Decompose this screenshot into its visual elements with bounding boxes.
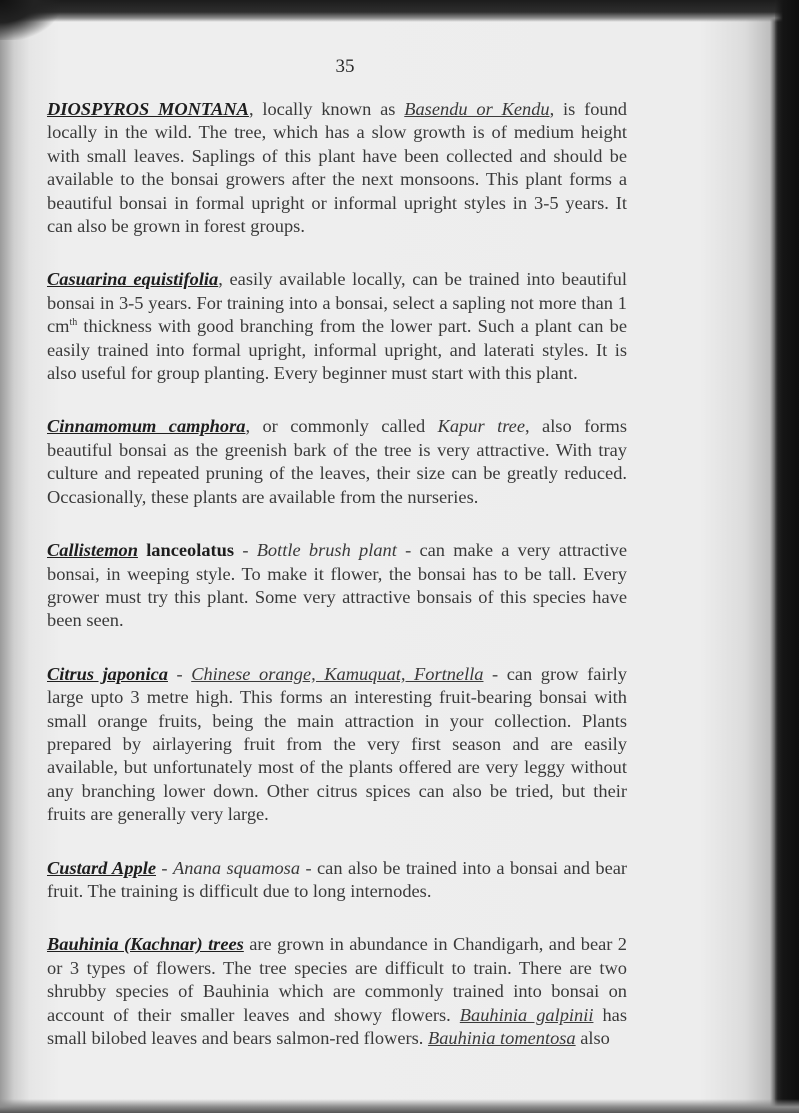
paragraph-text: -	[156, 857, 173, 878]
species-heading: Casuarina equistifolia	[47, 269, 219, 290]
paragraph-text: are grown in abundance in Chandigarh, and bear 2 or 3 types of flowers. The tree species are difficult to train. There are two shrubby species of Bauhinia which are commonly trained into bonsai on account of their smaller leaves and showy flowers.	[47, 934, 628, 1025]
paragraph-text: -	[167, 663, 192, 684]
paragraph-text: - can also be trained into a bonsai and bear fruit. The training is difficult due to long internodes.	[47, 857, 628, 901]
species-name: Bauhinia galpinii	[459, 1004, 594, 1025]
paragraph-text: , is found locally in the wild. The tree, which has a slow growth is of medium height with small leaves. Saplings of this plant have been collected and should be available to the bonsai growers after the next monsoons. This plant forms a beautiful bonsai in formal upright or informal upright styles in 3-5 years. It can also be grown in forest groups.	[47, 99, 627, 237]
page-bottom-shadow	[0, 1099, 799, 1113]
paragraph-diospyros	[47, 98, 627, 238]
species-heading: Citrus japonica	[47, 663, 168, 684]
paragraph-text: has small bilobed leaves and bears salmon-red flowers.	[47, 1004, 627, 1048]
common-name: Kapur tree	[437, 416, 525, 437]
page-corner-shadow	[0, 0, 60, 40]
species-heading: DIOSPYROS MONTANA	[47, 99, 249, 119]
species-heading: Callistemon	[47, 540, 138, 561]
common-name: Anana squamosa	[173, 857, 301, 878]
page-body	[47, 98, 627, 1080]
paragraph-text: - can make a very attractive bonsai, in weeping style. To make it flower, the bonsai has to be tall. Every grower must try this plant. Some very attractive bonsais of this species have been seen.	[47, 540, 628, 631]
paragraph-text: , also forms beautiful bonsai as the greenish bark of the tree is very attractive. With tray culture and repeated pruning of the leaves, their size can be greatly reduced. Occasionally, these plants are available from the nurseries.	[47, 416, 627, 507]
paragraph-text: -	[234, 540, 257, 561]
paragraph-text: also	[575, 1028, 610, 1048]
species-heading: Cinnamomum camphora	[47, 416, 246, 437]
paragraph-casuarina	[47, 268, 627, 385]
paragraph-cinnamomum	[47, 415, 627, 509]
species-heading-part: lanceolatus	[137, 540, 235, 561]
page-number: 35	[335, 56, 355, 77]
paragraph-text: thickness with good branching from the lower part. Such a plant can be easily trained into formal upright, informal upright, and laterati styles. It is also useful for group planting. Every beginner must start with this plant.	[47, 316, 627, 384]
paragraph-callistemon	[47, 539, 627, 633]
page-top-shadow	[0, 0, 799, 22]
common-name: Bottle brush plant	[256, 540, 397, 561]
paragraph-text: , locally known as	[248, 99, 405, 119]
book-spine-edge	[775, 0, 799, 1113]
paragraph-text: , easily available locally, can be trained into beautiful bonsai in 3-5 years. For training into a bonsai, select a sapling not more than 1 cm	[47, 269, 627, 337]
common-name: Basendu or Kendu	[404, 99, 550, 119]
common-name: Chinese orange, Kamuquat, Fortnella	[191, 663, 484, 684]
paragraph-bauhinia	[47, 933, 627, 1050]
superscript: th	[69, 317, 78, 329]
paragraph-text: , or commonly called	[245, 416, 438, 437]
species-name: Bauhinia tomentosa	[427, 1028, 576, 1048]
species-heading: Bauhinia (Kachnar) trees	[47, 934, 244, 955]
species-heading: Custard Apple	[47, 857, 156, 878]
paragraph-custard-apple	[47, 857, 627, 904]
paragraph-citrus	[47, 663, 627, 827]
paragraph-text: - can grow fairly large upto 3 metre high. This forms an interesting fruit-bearing bonsai with small orange fruits, being the main attraction in your collection. Plants prepared by airlayering fruit from the very first season and are easily available, but unfortunately most of the plants offered are very leggy without any branching lower down. Other citrus spices can also be tried, but their fruits are generally very large.	[47, 663, 627, 825]
